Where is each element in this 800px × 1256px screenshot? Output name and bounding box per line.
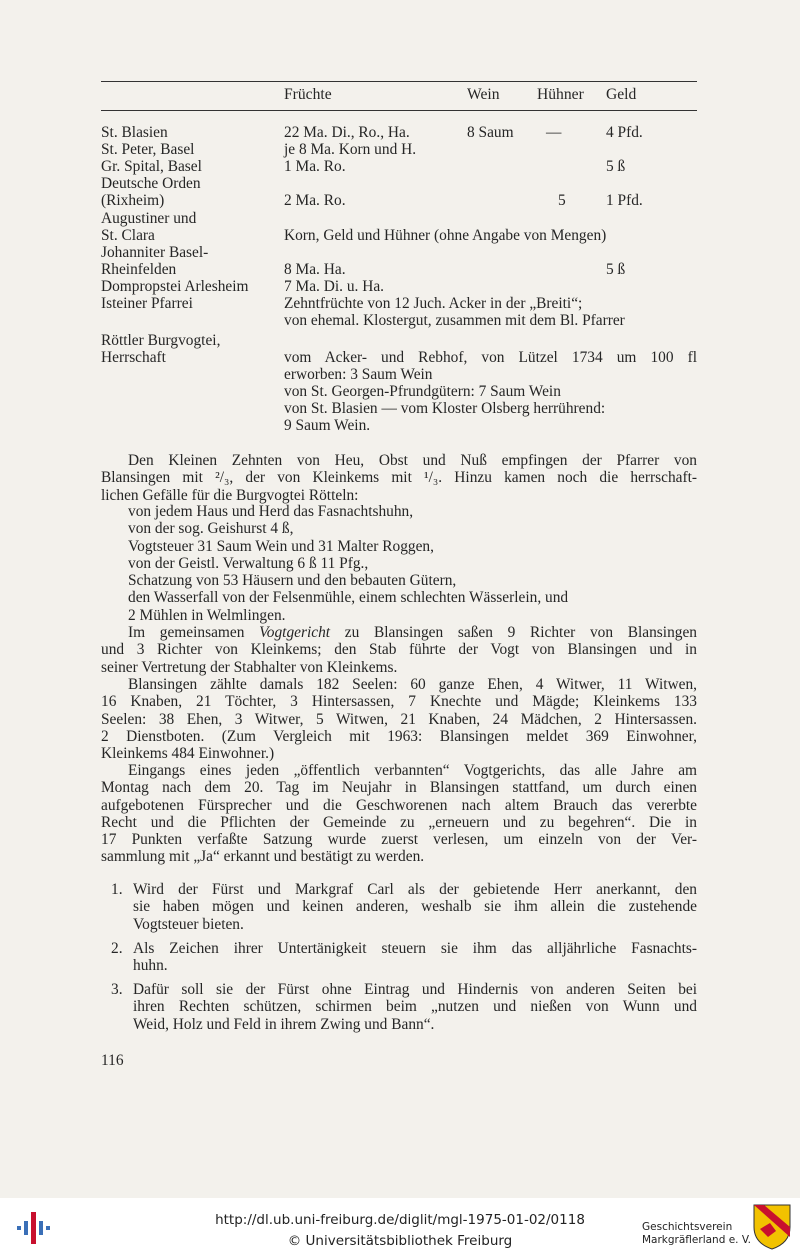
text-line: Vogtsteuer bieten.	[133, 915, 244, 933]
row-name: Johanniter Basel-	[101, 244, 209, 261]
text-line: Eingangs eines jeden „öffentlich verbannten“ Vogtgerichts, das alle Jahre am	[128, 762, 697, 779]
list-item: von jedem Haus und Herd das Fasnachtshuhn,	[128, 503, 414, 520]
row-fruits: Korn, Geld und Hühner (ohne Angabe von Mengen)	[284, 227, 607, 244]
item-number: 3.	[111, 981, 123, 998]
paragraph-tithes	[101, 452, 697, 504]
row-fruits: von St. Blasien — vom Kloster Olsberg herrührend:	[284, 400, 606, 417]
row-fruits: 7 Ma. Di. u. Ha.	[284, 278, 385, 295]
row-name: St. Blasien	[101, 124, 168, 141]
coat-of-arms-icon	[752, 1203, 792, 1251]
row-money: 5 ß	[606, 158, 626, 175]
row-name: Gr. Spital, Basel	[101, 158, 202, 175]
row-money: 4 Pfd.	[606, 124, 643, 141]
row-fruits: 9 Saum Wein.	[284, 417, 371, 434]
list-item: Schatzung von 53 Häusern und den bebauten Gütern,	[128, 572, 457, 590]
text-line: Montag nach dem 20. Tag im Neujahr in Blansingen stattfand, um durch einen	[101, 779, 697, 797]
list-item: 2 Mühlen in Welmlingen.	[128, 606, 286, 624]
row-name: Deutsche Orden	[101, 175, 201, 192]
row-name: Augustiner und	[101, 210, 197, 227]
row-name: Dompropstei Arlesheim	[101, 278, 249, 295]
society-line: Markgräflerland e. V.	[642, 1234, 752, 1246]
text-line: aufgebotenen Fürsprecher und die Geschworenen nach altem Brauch das vererbte	[101, 796, 697, 814]
row-fruits: von St. Georgen-Pfrundgütern: 7 Saum Wein	[284, 383, 561, 400]
row-money: 1 Pfd.	[606, 192, 643, 209]
list-item: den Wasserfall von der Felsenmühle, einem schlechten Wässerlein, und	[128, 589, 569, 607]
header-money: Geld	[606, 86, 637, 103]
header-fruits: Früchte	[284, 86, 332, 103]
text-line: sammlung mit „Ja“ erkannt und bestätigt zu werden.	[101, 848, 425, 866]
text-line: Weid, Holz und Feld in ihrem Zwing und Bann“.	[133, 1015, 435, 1033]
society-line: Geschichtsverein	[642, 1221, 733, 1233]
text-line: Kleinkems 484 Einwohner.)	[101, 745, 275, 763]
table-header-rule	[101, 110, 697, 111]
row-fruits: 2 Ma. Ro.	[284, 192, 346, 209]
text-line: Dafür soll sie der Fürst ohne Eintrag und Hindernis von anderen Seiten bei	[133, 981, 697, 998]
row-name: Röttler Burgvogtei,	[101, 332, 221, 349]
text-line: Wird der Fürst und Markgraf Carl als der gebietende Herr anerkannt, den	[133, 881, 697, 898]
copyright-text: © Universitätsbibliothek Freiburg	[287, 1233, 513, 1249]
row-name: Isteiner Pfarrei	[101, 295, 193, 312]
row-fruits: 1 Ma. Ro.	[284, 158, 346, 175]
row-fruits: erworben: 3 Saum Wein	[284, 366, 433, 383]
dues-list	[128, 503, 568, 624]
row-name: Herrschaft	[101, 349, 166, 366]
row-fruits: von ehemal. Klostergut, zusammen mit dem Bl. Pfarrer	[284, 312, 625, 329]
text-line: und 3 Richter von Kleinkems; den Stab führte der Vogt von Blansingen und in	[101, 641, 697, 659]
text-line: ihren Rechten schützen, schirmen beim „nutzen und nießen von Wunn und	[133, 998, 697, 1016]
item-number: 2.	[111, 940, 123, 957]
header-chickens: Hühner	[537, 86, 584, 103]
text-line: sie haben mögen und keinen anderen, weshalb sie ihm allein die zustehende	[133, 898, 697, 916]
list-item: von der sog. Geishurst 4 ß,	[128, 520, 294, 538]
text-line: Als Zeichen ihrer Untertänigkeit steuern sie ihm das alljährliche Fasnachts-	[133, 940, 697, 957]
row-fruits: vom Acker- und Rebhof, von Lützel 1734 um 100 fl	[284, 349, 697, 366]
row-wine: 8 Saum	[467, 124, 514, 141]
text-line: huhn.	[133, 957, 168, 975]
document-url-link[interactable]: http://dl.ub.uni-freiburg.de/diglit/mgl-1975-01-02/0118	[215, 1212, 585, 1228]
row-fruits: je 8 Ma. Korn und H.	[284, 141, 417, 158]
text-line: 2 Dienstboten. (Zum Vergleich mit 1963: Blansingen meldet 369 Einwohner,	[101, 727, 697, 745]
row-chickens: 5	[558, 192, 566, 209]
table-top-rule	[101, 81, 697, 82]
text-line: 17 Punkten verfaßte Satzung wurde zuerst verlesen, um einzeln von der Ver-	[101, 831, 697, 849]
item-number: 1.	[111, 881, 123, 898]
text-line: Recht und die Pflichten der Gemeinde zu „erneuern und zu begehren“. Die in	[101, 813, 697, 831]
row-name: St. Peter, Basel	[101, 141, 195, 158]
viewer-footer	[0, 1198, 800, 1256]
text-line: Blansingen mit ²/₃, der von Kleinkems mit ¹/₃. Hinzu kamen noch die herrschaft-	[101, 469, 697, 487]
row-name: St. Clara	[101, 227, 155, 244]
row-chickens: —	[546, 124, 562, 141]
row-fruits: Zehntfrüchte von 12 Juch. Acker in der „Breiti“;	[284, 295, 583, 312]
header-wine: Wein	[467, 86, 500, 103]
page-number: 116	[101, 1052, 124, 1069]
list-item: von der Geistl. Verwaltung 6 ß 11 Pfg.,	[128, 554, 369, 572]
text-line: Im gemeinsamen Vogtgericht zu Blansingen saßen 9 Richter von Blansingen	[128, 624, 697, 641]
text-line: Blansingen zählte damals 182 Seelen: 60 ganze Ehen, 4 Witwer, 11 Witwen,	[128, 676, 697, 693]
text-line: Den Kleinen Zehnten von Heu, Obst und Nuß empfingen der Pfarrer von	[128, 452, 697, 469]
paragraph-statute	[101, 762, 697, 866]
paragraph-population	[101, 676, 697, 762]
text-line: Seelen: 38 Ehen, 3 Witwer, 5 Witwen, 21 Knaben, 24 Mädchen, 2 Hintersassen.	[101, 710, 697, 728]
row-name: (Rixheim)	[101, 192, 165, 209]
list-item: Vogtsteuer 31 Saum Wein und 31 Malter Roggen,	[128, 537, 434, 555]
row-money: 5 ß	[606, 261, 626, 278]
paragraph-court	[101, 624, 697, 676]
row-name: Rheinfelden	[101, 261, 177, 278]
text-line: 16 Knaben, 21 Töchter, 3 Hintersassen, 7 Knechte und Mägde; Kleinkems 133	[101, 693, 697, 711]
row-fruits: 22 Ma. Di., Ro., Ha.	[284, 124, 410, 141]
text-line: lichen Gefälle für die Burgvogtei Rötteln:	[101, 486, 359, 504]
text-line: seiner Vertretung der Stabhalter von Kleinkems.	[101, 658, 398, 676]
society-name[interactable]	[642, 1221, 751, 1247]
row-fruits: 8 Ma. Ha.	[284, 261, 346, 278]
